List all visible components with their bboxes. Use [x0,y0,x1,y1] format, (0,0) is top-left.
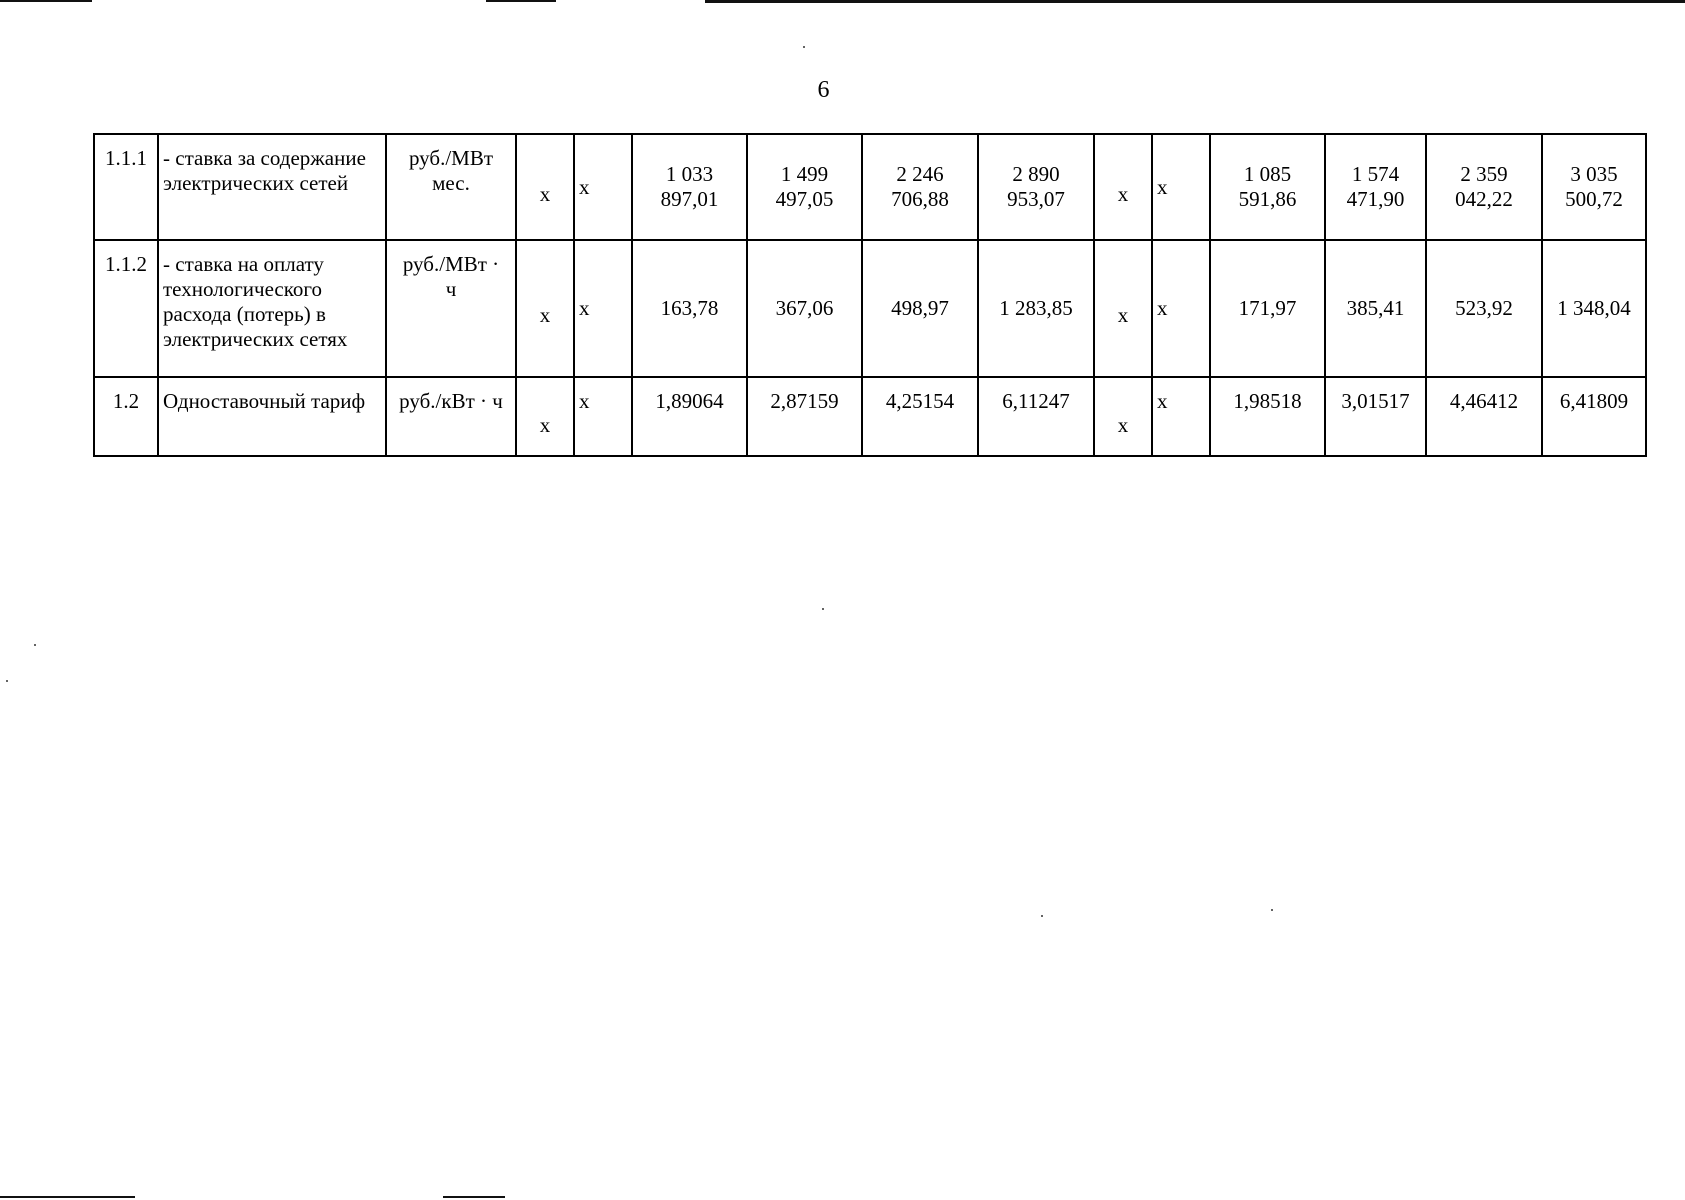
value-cell: 1 348,04 [1542,240,1646,377]
value-cell: 2 359 042,22 [1426,134,1542,240]
value-cell: 2,87159 [747,377,862,456]
row-number-cell: 1.2 [94,377,158,456]
value-cell: 367,06 [747,240,862,377]
value-cell: 1 283,85 [978,240,1094,377]
value-cell: 1 574 471,90 [1325,134,1426,240]
scan-speck [6,680,8,682]
value-cell: x [574,377,632,456]
row-name-cell: - ставка на оплату технологического расхода (потерь) в электрических сетях [158,240,386,377]
value-cell: x [516,134,574,240]
value-cell: x [516,240,574,377]
scan-speck [803,46,805,48]
value-cell: 1 085 591,86 [1210,134,1325,240]
table-row [94,134,1646,240]
scan-speck [822,608,824,610]
value-cell: 1,98518 [1210,377,1325,456]
value-cell: x [1152,134,1210,240]
value-cell: 4,25154 [862,377,978,456]
scan-edge-bottom-mid [443,1196,505,1198]
row-number-cell: 1.1.1 [94,134,158,240]
value-cell: x [1152,377,1210,456]
value-cell: x [1094,377,1152,456]
scan-speck [34,644,36,646]
value-cell: 1 499 497,05 [747,134,862,240]
value-cell: 171,97 [1210,240,1325,377]
row-name-cell: - ставка за содержание электрических сетей [158,134,386,240]
scan-edge-top-left [0,0,92,2]
table-row [94,240,1646,377]
value-cell: 2 890 953,07 [978,134,1094,240]
row-number-cell: 1.1.2 [94,240,158,377]
value-cell: 2 246 706,88 [862,134,978,240]
value-cell: 163,78 [632,240,747,377]
value-cell: 6,11247 [978,377,1094,456]
table-row [94,377,1646,456]
row-name-cell: Одноставочный тариф [158,377,386,456]
scan-speck [1271,909,1273,911]
tariff-table [93,133,1647,457]
value-cell: x [1152,240,1210,377]
value-cell: 3 035 500,72 [1542,134,1646,240]
value-cell: x [574,134,632,240]
value-cell: x [574,240,632,377]
value-cell: x [1094,134,1152,240]
value-cell: 1,89064 [632,377,747,456]
unit-cell: руб./МВт · ч [386,240,516,377]
value-cell: 3,01517 [1325,377,1426,456]
scan-edge-top-right [705,0,1685,3]
value-cell: x [1094,240,1152,377]
value-cell: 4,46412 [1426,377,1542,456]
value-cell: x [516,377,574,456]
value-cell: 6,41809 [1542,377,1646,456]
scan-edge-top-mid [486,0,556,2]
unit-cell: руб./кВт · ч [386,377,516,456]
scan-speck [1041,915,1043,917]
value-cell: 498,97 [862,240,978,377]
value-cell: 1 033 897,01 [632,134,747,240]
value-cell: 523,92 [1426,240,1542,377]
page-number: 6 [817,77,830,103]
scan-edge-bottom-left [0,1196,135,1198]
unit-cell: руб./МВт мес. [386,134,516,240]
value-cell: 385,41 [1325,240,1426,377]
